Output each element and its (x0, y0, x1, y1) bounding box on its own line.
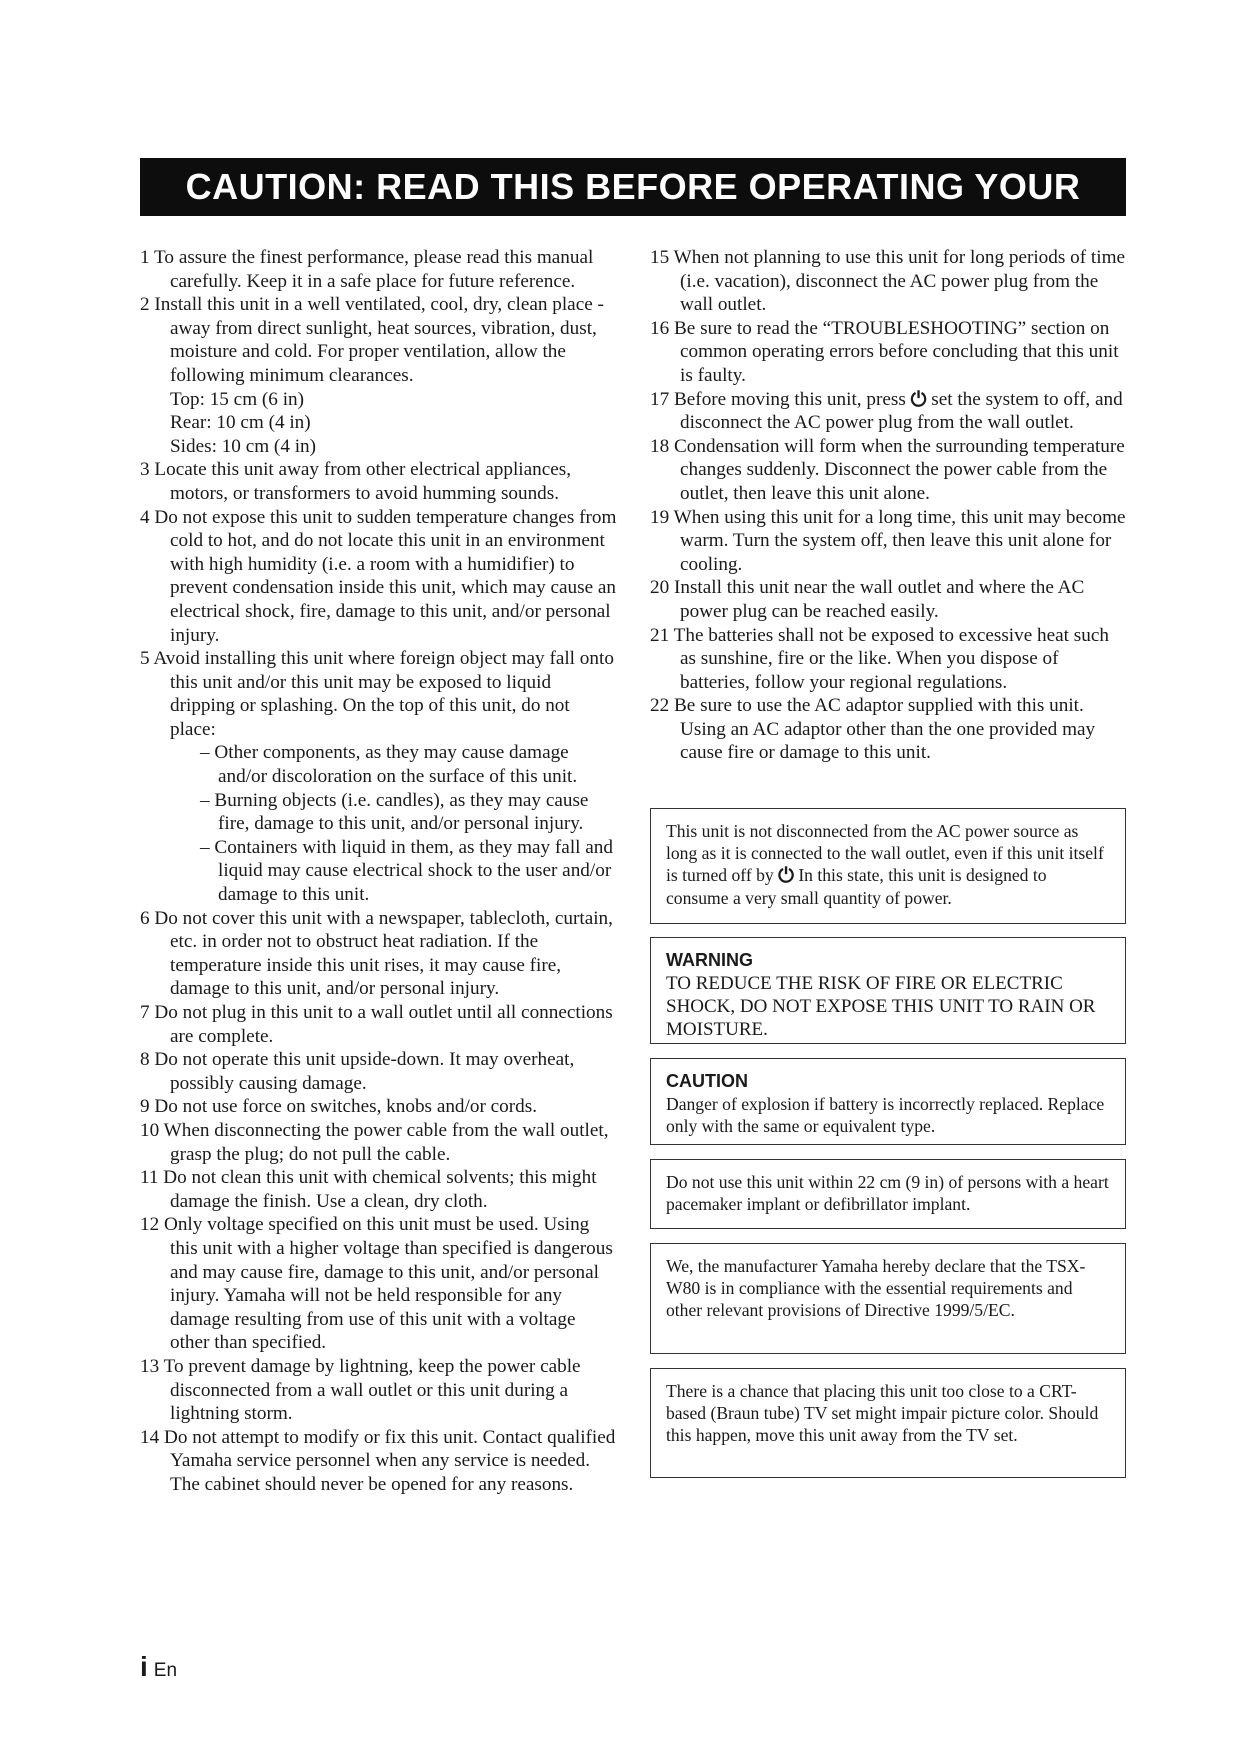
clearance-list (140, 388, 618, 459)
page-number: i (140, 1651, 148, 1682)
list-item: 7 Do not plug in this unit to a wall outlet until all connections are complete. (140, 1002, 613, 1047)
list-item: 3 Locate this unit away from other electrical appliances, motors, or transformers to avoid humming sounds. (140, 459, 572, 504)
list-item: 22 Be sure to use the AC adaptor supplied with this unit. Using an AC adaptor other than the one provided may cause fire or damage to this unit. (650, 695, 1096, 764)
page-footer (140, 1651, 177, 1683)
list-item: 21 The batteries shall not be exposed to excessive heat such as sunshine, fire or the like. When you dispose of batteries, follow your regional regulations. (650, 624, 1109, 693)
list-item: 5 Avoid installing this unit where foreign object may fall onto this unit and/or this unit may be exposed to liquid dripping or splashing. On the top of this unit, do not place: (140, 648, 614, 740)
list-item: 6 Do not cover this unit with a newspaper, tablecloth, curtain, etc. in order not to obstruct heat radiation. If the temperature inside this unit rises, it may cause fire, damage to this unit, and/or personal injury. (140, 907, 613, 1000)
pacemaker-notice-box (650, 1159, 1126, 1229)
list-item: 20 Install this unit near the wall outlet and where the AC power plug can be reached easily. (650, 577, 1085, 622)
list-item: 14 Do not attempt to modify or fix this unit. Contact qualified Yamaha service personnel when any service is needed. The cabinet should never be opened for any reasons. (140, 1426, 616, 1495)
list-item: 16 Be sure to read the “TROUBLESHOOTING” section on common operating errors before concluding that this unit is faulty. (650, 317, 1119, 386)
caution-list-right (650, 246, 1126, 765)
list-item: 12 Only voltage specified on this unit must be used. Using this unit with a higher voltage than specified is dangerous and may cause fire, damage to this unit, and/or personal injury. Yamaha will not be held responsible for any damage resulting from use of this unit with a voltage other than specified. (140, 1214, 613, 1354)
language-label: En (153, 1660, 178, 1681)
list-item (650, 388, 1126, 435)
list-item: 19 When using this unit for a long time, this unit may become warm. Turn the system off, then leave this unit alone for cooling. (650, 506, 1126, 575)
warning-box (650, 937, 1126, 1044)
list-item: 4 Do not expose this unit to sudden temperature changes from cold to hot, and do not locate this unit in an environment with high humidity (i.e. a room with a humidifier) to prevent condensation inside this unit, which may cause an electrical shock, fire, damage to this unit, and/or personal injury. (140, 506, 617, 646)
caution-box (650, 1058, 1126, 1145)
standby-text: This unit is not disconnected from the AC power source as long as it is connected to the wall outlet, even if this unit itself is turned off by (666, 821, 1104, 886)
caution-text: Danger of explosion if battery is incorrectly replaced. Replace only with the same or equivalent type. (666, 1094, 1105, 1137)
sub-list-item: – Containers with liquid in them, as they may fall and liquid may cause electrical shock to the user and/or damage to this unit. (200, 836, 613, 906)
list-item: 8 Do not operate this unit upside-down. It may overheat, possibly causing damage. (140, 1049, 575, 1094)
caution-heading: CAUTION (666, 1071, 748, 1091)
warning-heading: WARNING (666, 950, 753, 970)
clearance-rear: Rear: 10 cm (4 in) (170, 412, 311, 434)
list-item: 13 To prevent damage by lightning, keep the power cable disconnected from a wall outlet or this unit during a lightning storm. (140, 1355, 581, 1425)
standby-notice-box (650, 808, 1126, 924)
sub-list-item: – Burning objects (i.e. candles), as they may cause fire, damage to this unit, and/or personal injury. (200, 789, 589, 835)
power-icon: ⏻ (778, 863, 794, 888)
crt-notice-box (650, 1368, 1126, 1478)
warning-text: TO REDUCE THE RISK OF FIRE OR ELECTRIC SHOCK, DO NOT EXPOSE THIS UNIT TO RAIN OR MOISTURE. (666, 973, 1096, 1040)
list-item: 11 Do not clean this unit with chemical solvents; this might damage the finish. Use a clean, dry cloth. (140, 1167, 597, 1212)
clearance-top: Top: 15 cm (6 in) (170, 388, 305, 410)
list-item: 9 Do not use force on switches, knobs and/or cords. (140, 1096, 537, 1118)
crt-text: There is a chance that placing this unit too close to a CRT-based (Braun tube) TV set might impair picture color. Should this happen, move this unit away from the TV set. (666, 1381, 1099, 1446)
page-title-banner: CAUTION: READ THIS BEFORE OPERATING YOUR UNIT. (140, 158, 1126, 216)
list-item: 15 When not planning to use this unit for long periods of time (i.e. vacation), disconnect the AC power plug from the wall outlet. (650, 247, 1126, 316)
caution-list-left (140, 246, 618, 1496)
clearance-sides: Sides: 10 cm (4 in) (170, 435, 317, 457)
declaration-box (650, 1243, 1126, 1354)
list-item: 1 To assure the finest performance, please read this manual carefully. Keep it in a safe place for future reference. (140, 247, 594, 292)
standby-text: In this state, this unit is designed to consume a very small quantity of power. (666, 865, 1047, 908)
list-item-text: set the system to off, and disconnect the AC power plug from the wall outlet. (680, 388, 1123, 434)
list-item: 10 When disconnecting the power cable from the wall outlet, grasp the plug; do not pull the cable. (140, 1119, 609, 1165)
list-item: 2 Install this unit in a well ventilated, cool, dry, clean place - away from direct sunlight, heat sources, vibration, dust, moisture and cold. For proper ventilation, allow the following minimum clearances. (140, 294, 604, 386)
list-item-text: 17 Before moving this unit, press (650, 388, 906, 410)
power-icon: ⏻ (910, 386, 927, 411)
list-item: 18 Condensation will form when the surrounding temperature changes suddenly. Disconnect the power cable from the outlet, then leave this unit alone. (650, 435, 1125, 504)
declaration-text: We, the manufacturer Yamaha hereby declare that the TSX-W80 is in compliance with the essential requirements and other relevant provisions of Directive 1999/5/EC. (666, 1256, 1086, 1321)
sub-list-item: – Other components, as they may cause damage and/or discoloration on the surface of this unit. (200, 742, 578, 788)
pacemaker-text: Do not use this unit within 22 cm (9 in) of persons with a heart pacemaker implant or defibrillator implant. (666, 1172, 1109, 1215)
